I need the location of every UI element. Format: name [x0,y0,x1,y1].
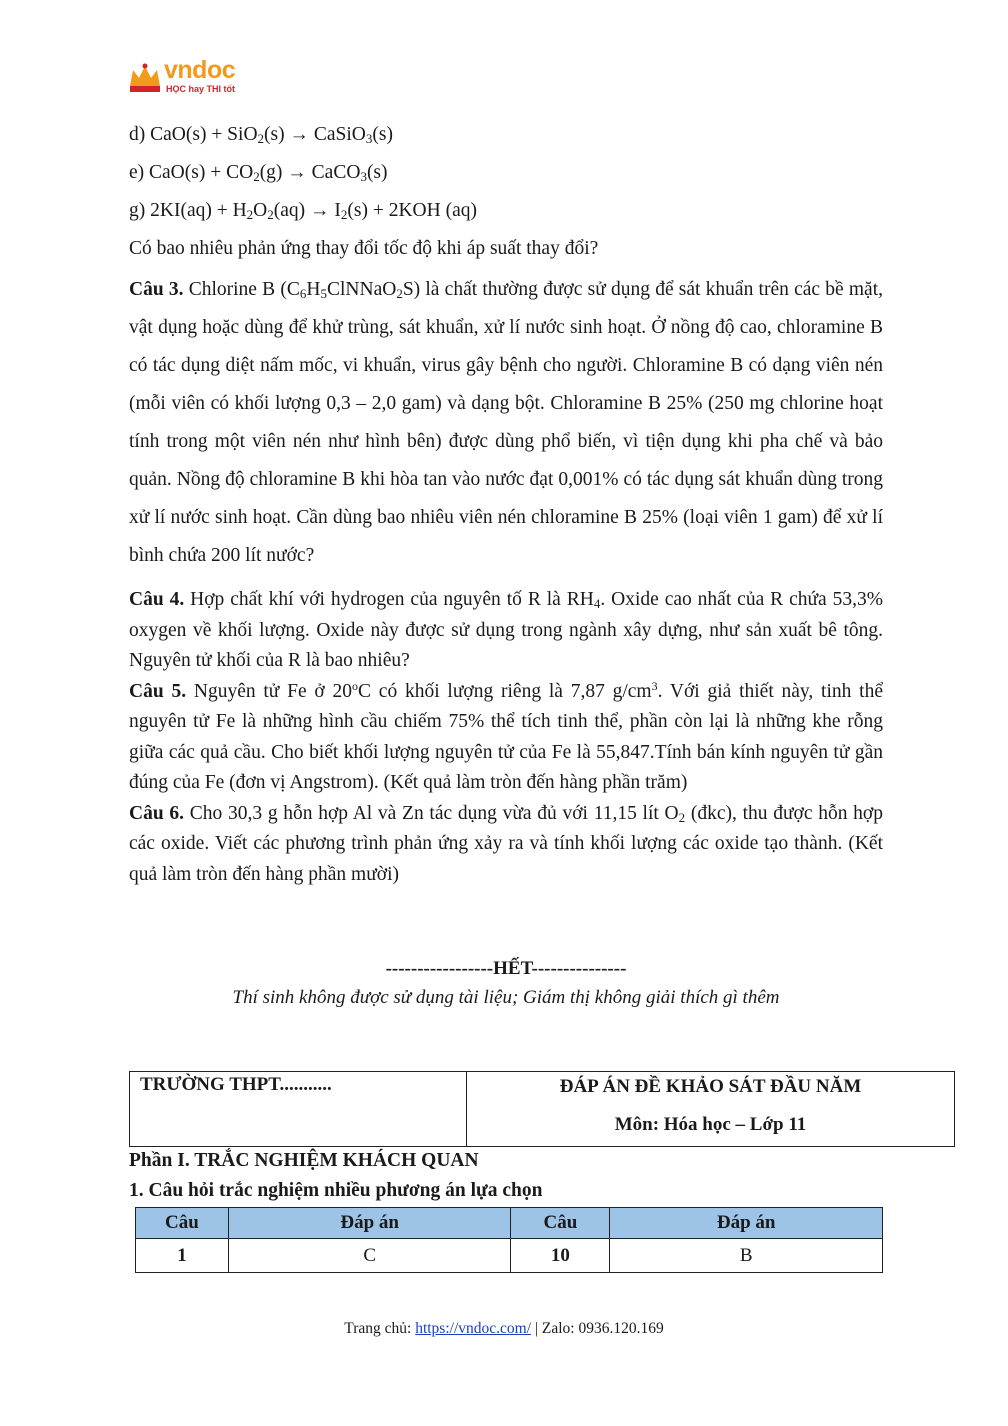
question-6: Câu 6. Cho 30,3 g hỗn hợp Al và Zn tác dụng vừa đủ với 11,15 lít $O_2$ (đkc), thu được hỗn hợp các oxide. Viết các phương trình phản ứng xảy ra và tính khối lượng các oxide tạo thành. (Kết quả làm tròn đến hàng phần mười) [129,802,883,885]
table-header-row [136,1208,883,1239]
answer-header-box [129,1071,955,1147]
question-number: 10 [511,1239,610,1273]
vndoc-logo[interactable] [128,56,248,100]
homepage-link[interactable]: https://vndoc.com/ [415,1320,531,1337]
table-row [136,1239,883,1273]
column-header: Câu [511,1208,610,1239]
reaction-d: d) CaO(s) + SiO$_2$(s) → CaSiO$_3$(s) [129,124,393,146]
answer-table [135,1207,883,1273]
end-mark: -----------------HẾT--------------- [385,958,627,979]
logo-tagline: HỌC hay THI tốt [166,84,235,94]
answer-cell: C [228,1239,511,1273]
answer-cell: B [610,1239,883,1273]
question-5: Câu 5. Nguyên tử Fe ở 20$^o$C có khối lượng riêng là 7,87 $g/cm^3$. Với giả thiết này, tinh thể nguyên tử Fe là những hình cầu chiếm 75% thể tích tinh thể, phần còn lại là những khe rỗng giữa các quả cầu. Cho biết khối lượng nguyên tử của Fe là 55,847.Tính bán kính nguyên tử gần đúng của Fe (đơn vị Angstrom). (Kết quả làm tròn đến hàng phần trăm) [129,678,883,793]
school-name: TRƯỜNG THPT........... [130,1072,467,1146]
document-body [129,119,883,890]
section-heading: Phần I. TRẮC NGHIỆM KHÁCH QUAN [129,1150,479,1171]
reaction-g: g) $2KI(aq) + H_2O_2(aq) \to I_2(s) + 2KOH$ (aq) [129,200,477,222]
column-header: Đáp án [228,1208,511,1239]
question-3: Câu 3. Chlorine B $(C_6H_5ClNNaO_2S)$ là chất thường được sử dụng để sát khuẩn trên các bề mặt, vật dụng hoặc dùng để khử trùng, sát khuẩn, xử lí nước sinh hoạt. Ở nồng độ cao, chloramine B có tác dụng diệt nấm mốc, vi khuẩn, virus gây bệnh cho người. Chloramine B có dạng viên nén (mỗi viên có khối lượng 0,3 – 2,0 gam) và dạng bột. Chloramine B 25% (250 mg chlorine hoạt tính trong một viên nén như hình bên) được dùng phổ biến, vì tiện dụng khi pha chế và bảo quản. Nồng độ chloramine B khi hòa tan vào nước đạt 0,001% có tác dụng sát khuẩn dùng trong xử lí nước sinh hoạt. Cần dùng bao nhiêu viên nén chloramine B 25% (loại viên 1 gam) để xử lí bình chứa 200 lít nước? [129,279,883,566]
page-footer: Trang chủ: https://vndoc.com/ | Zalo: 0936.120.169 [344,1320,664,1337]
question-4: Câu 4. Hợp chất khí với hydrogen của nguyên tố R là $RH_4$. Oxide cao nhất của R chứa 53,3% oxygen về khối lượng. Oxide này được sử dụng trong ngành xây dựng, như sản xuất bê tông. Nguyên tử khối của R là bao nhiêu? [129,589,883,671]
column-header: Câu [136,1208,229,1239]
logo-name: vndoc [164,56,236,84]
reaction-e: e) $CaO(s) + CO_2(g)$ → CaCO$_3$(s) [129,162,388,184]
crown-icon [128,62,162,94]
question-number: 1 [136,1239,229,1273]
subject-label: Môn: Hóa học – Lớp 11 [614,1114,807,1135]
exam-note: Thí sinh không được sử dụng tài liệu; Giám thị không giải thích gì thêm [232,987,780,1008]
column-header: Đáp án [610,1208,883,1239]
subsection-heading: 1. Câu hỏi trắc nghiệm nhiều phương án lựa chọn [129,1180,543,1201]
reaction-question: Có bao nhiêu phản ứng thay đổi tốc độ khi áp suất thay đổi? [129,238,599,259]
answer-title: ĐÁP ÁN ĐỀ KHẢO SÁT ĐẦU NĂM [559,1076,862,1097]
